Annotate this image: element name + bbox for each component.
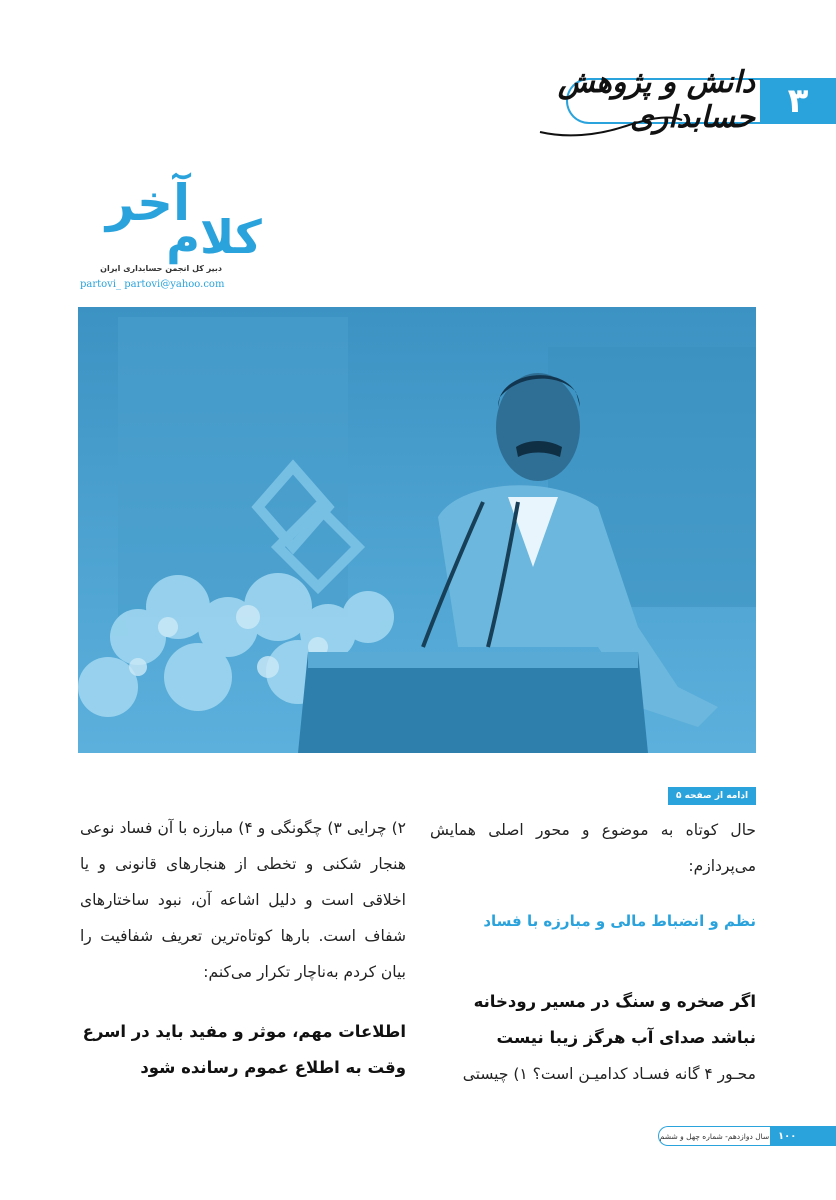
author-role: دبیر کل انجمن حسابداری ایران bbox=[100, 264, 222, 273]
right-column-intro: حال کوتاه به موضوع و محور اصلی همایش می‌پردازم: bbox=[430, 821, 756, 875]
right-column-tail: محـور ۴ گانه فسـاد کدامیـن است؟ ۱) چیستی bbox=[462, 1065, 756, 1083]
page-number: ۱۰۰ bbox=[770, 1126, 836, 1146]
pull-quote-right: اگر صخره و سنگ در مسیر رودخانه نباشد صدای آب هرگز زیبا نیست bbox=[473, 992, 756, 1047]
author-email-link[interactable]: partovi_ partovi@yahoo.com bbox=[80, 279, 225, 290]
pull-quote-left: اطلاعات مهم، موثر و مفید باید در اسرع وقت به اطلاع عموم رسانده شود bbox=[82, 1022, 406, 1077]
magazine-title: دانش و پژوهش حسابداری bbox=[557, 65, 755, 135]
continued-from-tag: ادامه از صفحه ۵ bbox=[668, 787, 756, 805]
speaker-photo-illustration bbox=[78, 307, 756, 753]
speaker-photo bbox=[78, 307, 756, 753]
column-title-word-1: آخر bbox=[105, 174, 191, 232]
section-subheading: نظم و انضباط مالی و مبارزه با فساد bbox=[483, 912, 756, 930]
page-section-badge: ۳ bbox=[760, 78, 836, 124]
left-column-paragraph: ۲) چرایی ۳) چگونگی و ۴) مبارزه با آن فساد نوعی هنجار شکنی و تخطی از هنجارهای قانونی و یا اخلاقی است و دلیل اشاعه آن، نبود ساختارهای شفاف است. بارها کوتاه‌ترین تعریف شفافیت را بیان کردم به‌ناچار تکرار می‌کنم: bbox=[80, 819, 406, 981]
issue-label: سال دوازدهم- شماره چهل و ششم bbox=[658, 1126, 770, 1146]
title-swash-icon bbox=[536, 112, 686, 138]
column-title-word-2: کلام bbox=[166, 210, 262, 264]
